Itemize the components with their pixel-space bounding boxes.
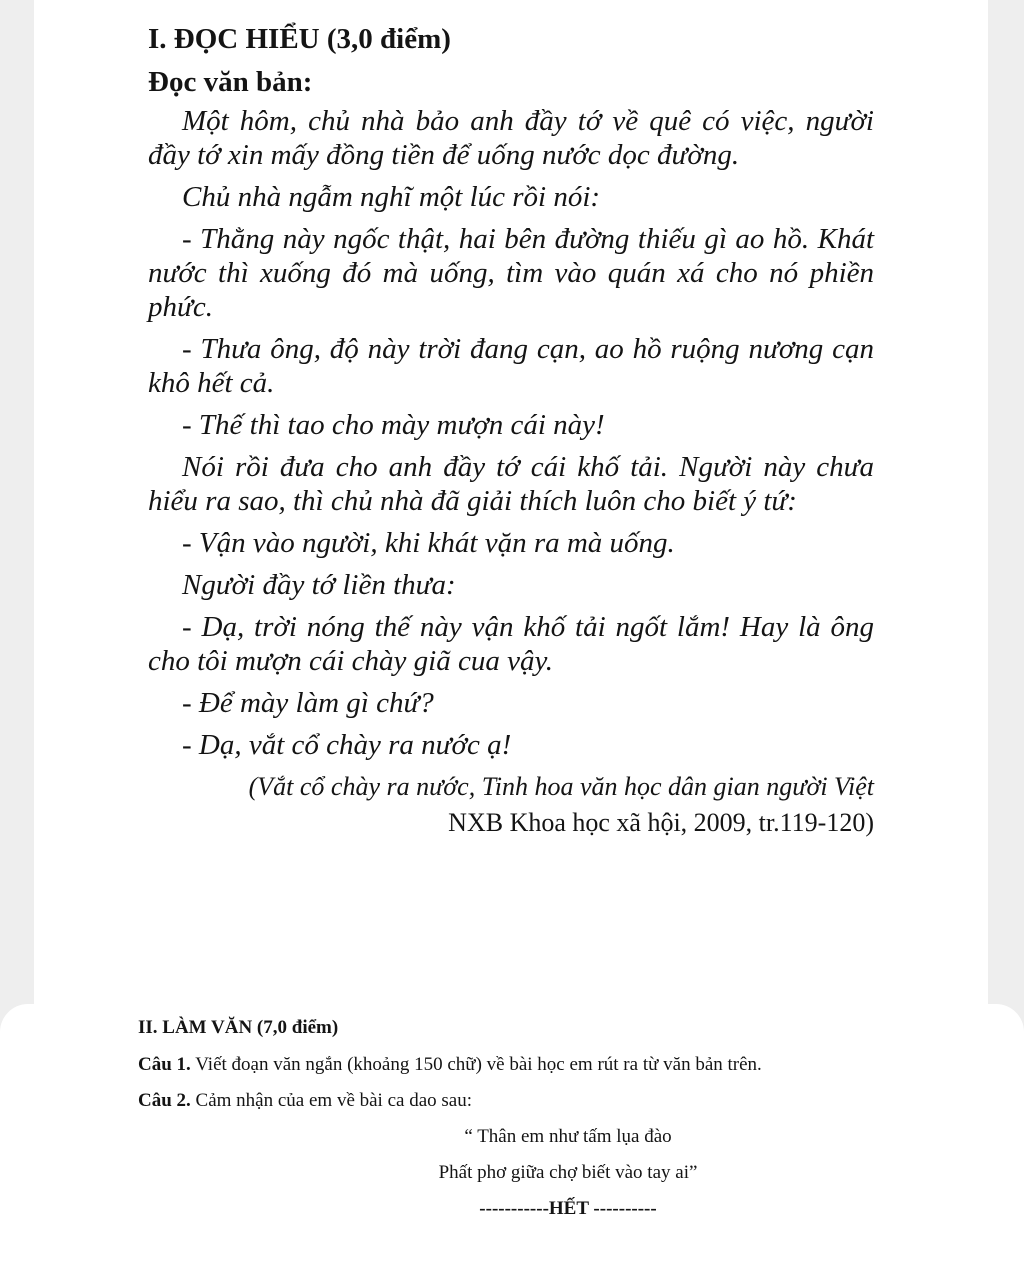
story-paragraph-10: - Để mày làm gì chứ?: [182, 687, 434, 719]
story-publisher: NXB Khoa học xã hội, 2009, tr.119-120): [448, 808, 874, 837]
question-1: [138, 1051, 968, 1079]
question-2: [138, 1087, 968, 1115]
story-paragraph-4: - Thưa ông, độ này trời đang cạn, ao hồ ruộng nương cạn khô hết cả.: [148, 333, 874, 399]
poem-line-2: Phất phơ giữa chợ biết vào tay ai”: [438, 1162, 698, 1183]
question-2-text: Cảm nhận của em về bài ca dao sau:: [195, 1090, 472, 1111]
folk-poem: [138, 1123, 968, 1187]
poem-line-1: “ Thân em như tấm lụa đào: [464, 1126, 672, 1147]
story-source: (Vắt cổ chày ra nước, Tinh hoa văn học dân gian người Việt: [248, 772, 874, 801]
story-paragraph-7: - Vận vào người, khi khát vặn ra mà uống.: [182, 527, 675, 559]
story-paragraph-8: Người đầy tớ liền thưa:: [182, 569, 456, 601]
story-paragraph-11: - Dạ, vắt cổ chày ra nước ạ!: [182, 729, 512, 761]
reading-section-title: I. ĐỌC HIỂU (3,0 điểm): [148, 23, 451, 55]
reading-instruction: Đọc văn bản:: [148, 66, 313, 98]
story-paragraph-2: Chủ nhà ngẫm nghĩ một lúc rồi nói:: [182, 181, 601, 213]
story-paragraph-9: - Dạ, trời nóng thế này vận khố tải ngốt lắm! Hay là ông cho tôi mượn cái chày giã cua vậy.: [148, 611, 874, 677]
story-paragraph-3: - Thằng này ngốc thật, hai bên đường thiếu gì ao hồ. Khát nước thì xuống đó mà uống, tìm vào quán xá cho nó phiền phức.: [148, 223, 874, 323]
writing-section: [138, 1014, 968, 1223]
question-1-text: Viết đoạn văn ngắn (khoảng 150 chữ) về bài học em rút ra từ văn bản trên.: [195, 1054, 762, 1075]
question-1-label: Câu 1.: [138, 1054, 191, 1075]
story-paragraph-5: - Thế thì tao cho mày mượn cái này!: [182, 409, 605, 441]
writing-section-title: II. LÀM VĂN (7,0 điểm): [138, 1017, 339, 1038]
story-paragraph-1: Một hôm, chủ nhà bảo anh đầy tớ về quê có việc, người đầy tớ xin mấy đồng tiền để uống nước dọc đường.: [148, 105, 874, 171]
end-marker: -----------HẾT ----------: [479, 1198, 657, 1219]
question-2-label: Câu 2.: [138, 1090, 191, 1111]
reading-section: [148, 22, 874, 840]
story-paragraph-6: Nói rồi đưa cho anh đầy tớ cái khố tải. Người này chưa hiểu ra sao, thì chủ nhà đã giải thích luôn cho biết ý tứ:: [148, 451, 874, 517]
